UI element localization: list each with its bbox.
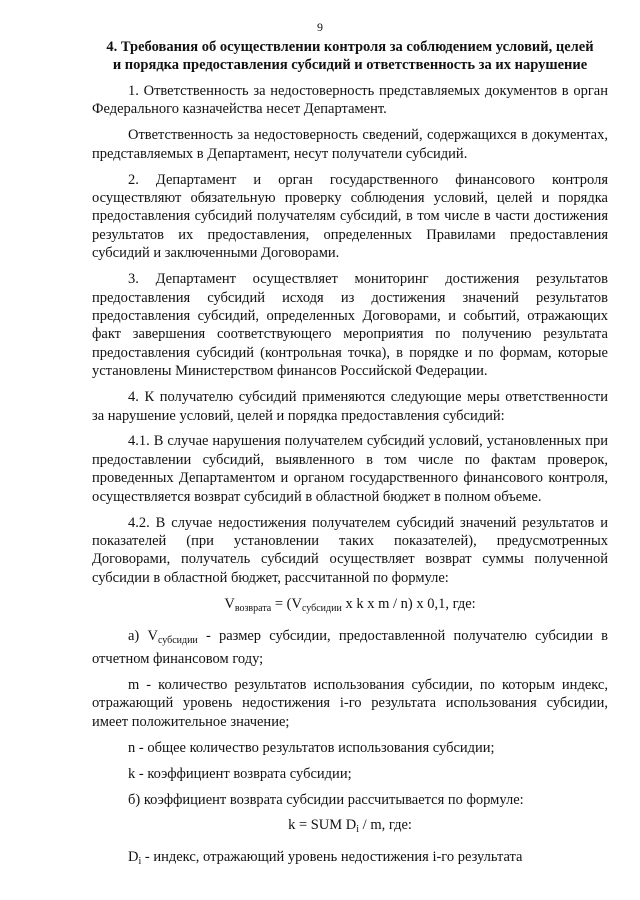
paragraph-4: 3. Департамент осуществляет мониторинг достижения результатов предоставления субсидий исходя из достижения значений результатов предоставления субсидий, определенных Договорами, и событий, отражающих факт завершения соответствующего мероприятия по получению результата предоставления субсидий (контрольная точка), в порядке и по формам, которые установлены Министерством финансов Российской Федерации.: [92, 271, 608, 380]
paragraph-1: 1. Ответственность за недостоверность представляемых документов в орган Федерального казначейства несет Департамент.: [92, 83, 608, 118]
paragraph-a-prefix: а) V: [128, 627, 158, 644]
paragraph-4-2: 4.2. В случае недостижения получателем субсидий значений результатов и показателей (при установлении таких показателей), предусмотренных Договорами, получатель субсидий осуществляет возврат суммы полученной субсидии в областной бюджет, рассчитанной по формуле:: [92, 514, 608, 586]
paragraph-a: [92, 627, 608, 669]
paragraph-4-1: 4.1. В случае нарушения получателем субсидий условий, установленных при предоставлении субсидий, выявленного в том числе по фактам проверок, проведенных Департаментом и органом государственного финансового контроля, осуществляется возврат субсидий в областной бюджет в полном объеме.: [92, 433, 608, 505]
paragraph-di-sub: i: [138, 856, 142, 868]
paragraph-m: m - количество результатов использования субсидии, по которым индекс, отражающий уровень недостижения i-го результата использования субсидии, имеет положительное значение;: [92, 676, 608, 730]
paragraph-a-sub: субсидии: [157, 634, 198, 646]
formula-middle: = (V: [271, 595, 302, 612]
paragraph-5: 4. К получателю субсидий применяются следующие меры ответственности за нарушение условий, целей и порядка предоставления субсидий:: [92, 389, 608, 424]
paragraph-n: n - общее количество результатов использования субсидии;: [128, 739, 495, 756]
paragraph-b: б) коэффициент возврата субсидии рассчитывается по формуле:: [128, 791, 524, 808]
paragraph-di-text: - индекс, отражающий уровень недостижения i-го результата: [141, 849, 523, 866]
document-body: [92, 38, 608, 879]
formula-sub-refund: возврата: [234, 602, 272, 614]
paragraph-3: 2. Департамент и орган государственного финансового контроля осуществляют обязательную проверку соблюдения условий, целей и порядка предоставления субсидий получателям субсидий, в том числе в части достижения результатов их предоставления, определенных Правилами предоставления субсидий и заключенными Договорами.: [92, 171, 608, 262]
formula2-start: k = SUM D: [288, 817, 357, 834]
paragraph-di-prefix: D: [128, 849, 139, 866]
formula2-sub: i: [356, 824, 360, 836]
formula-coefficient: [92, 816, 608, 839]
paragraph-a-text: - размер субсидии, предоставленной получателю субсидии в отчетном финансовом году;: [92, 627, 608, 668]
paragraph-di: [92, 848, 608, 871]
paragraph-k: k - коэффициент возврата субсидии;: [128, 765, 352, 782]
section-heading-line-1: 4. Требования об осуществлении контроля за соблюдением условий, целей: [106, 39, 594, 55]
formula-end: x k x m / n) x 0,1, где:: [341, 595, 476, 612]
formula2-end: / m, где:: [359, 817, 412, 834]
formula-sub-subsidy: субсидии: [301, 602, 342, 614]
section-heading-line-2: и порядка предоставления субсидий и ответственность за их нарушение: [112, 57, 588, 73]
page-number: 9: [317, 20, 323, 34]
section-heading: [92, 38, 608, 74]
paragraph-2: Ответственность за недостоверность сведений, содержащихся в документах, представляемых в Департамент, несут получатели субсидий.: [92, 127, 608, 162]
formula-v: V: [224, 595, 235, 612]
formula-refund-amount: [92, 595, 608, 618]
